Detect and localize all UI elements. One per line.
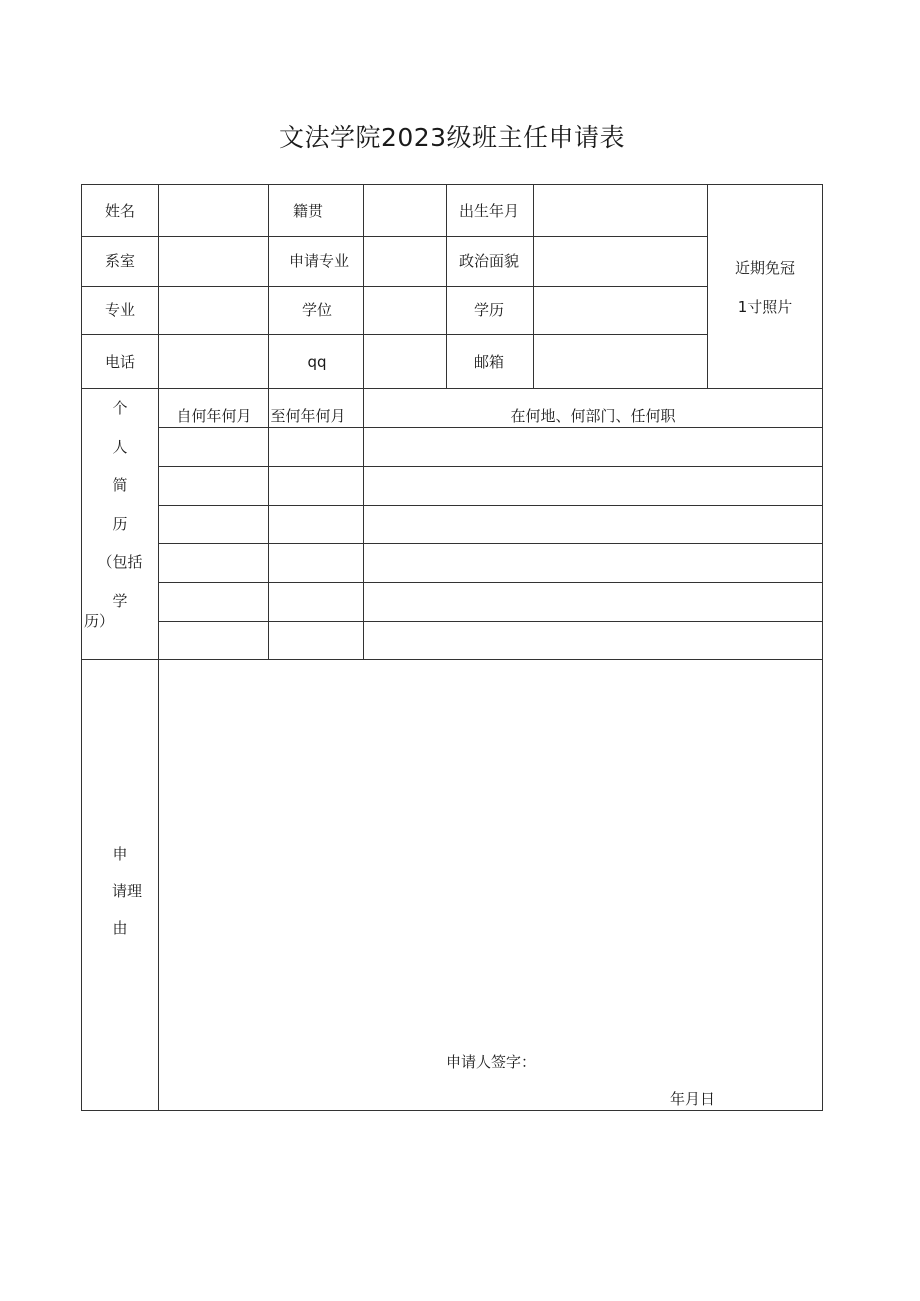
row-line-5	[82, 659, 822, 660]
signature-label: 申请人签字：	[446, 1053, 537, 1071]
row-line-1	[159, 236, 708, 237]
resume-line-2	[159, 466, 822, 467]
resume-col-from: 自何年何月	[176, 407, 252, 425]
col-line-4	[446, 185, 447, 388]
reason-label-char: 申	[112, 845, 128, 863]
political-label: 政治面貌	[458, 252, 520, 270]
row-line-1a	[82, 236, 159, 237]
apply-major-label: 申请专业	[288, 252, 350, 270]
photo-placeholder-line1: 近期免冠	[734, 259, 796, 277]
resume-label-char: （包括	[97, 553, 143, 571]
resume-line-4	[159, 543, 822, 544]
col-line-label	[158, 185, 159, 1110]
education-label: 学历	[473, 301, 505, 319]
department-label: 系室	[104, 252, 136, 270]
resume-label-char: 历）	[84, 612, 115, 630]
resume-label-char: 学	[112, 592, 128, 610]
phone-label: 电话	[104, 353, 136, 371]
row-line-4	[82, 388, 822, 389]
email-label: 邮箱	[473, 353, 505, 371]
photo-placeholder-line2: 1寸照片	[737, 298, 793, 316]
qq-label: qq	[307, 353, 327, 371]
native-place-label: 籍贯	[292, 202, 324, 220]
resume-label-char: 个	[112, 399, 128, 417]
resume-label-char: 简	[112, 476, 128, 494]
row-line-2	[82, 286, 708, 287]
resume-col-line-2	[363, 388, 364, 659]
row-line-3	[82, 334, 708, 335]
page-title: 文法学院2023级班主任申请表	[278, 123, 626, 152]
col-line-3	[363, 185, 364, 388]
resume-col-to: 至何年何月	[270, 407, 346, 425]
degree-label: 学位	[301, 301, 333, 319]
application-form-table	[81, 184, 823, 1111]
major-label: 专业	[104, 301, 136, 319]
resume-line-6	[159, 621, 822, 622]
resume-label-char: 历	[112, 515, 128, 533]
date-label: 年月日	[670, 1090, 716, 1108]
name-label: 姓名	[104, 202, 136, 220]
reason-label-char: 请理	[111, 882, 143, 900]
birth-label: 出生年月	[458, 202, 520, 220]
resume-col-line-1	[268, 388, 269, 659]
col-line-5	[533, 185, 534, 388]
resume-line-3	[159, 505, 822, 506]
col-line-photo	[707, 185, 708, 388]
resume-col-where: 在何地、何部门、任何职	[510, 407, 676, 425]
reason-label-char: 由	[112, 919, 128, 937]
resume-label-char: 人	[112, 438, 128, 456]
col-line-2	[268, 185, 269, 388]
resume-line-5	[159, 582, 822, 583]
resume-line-1	[159, 427, 822, 428]
